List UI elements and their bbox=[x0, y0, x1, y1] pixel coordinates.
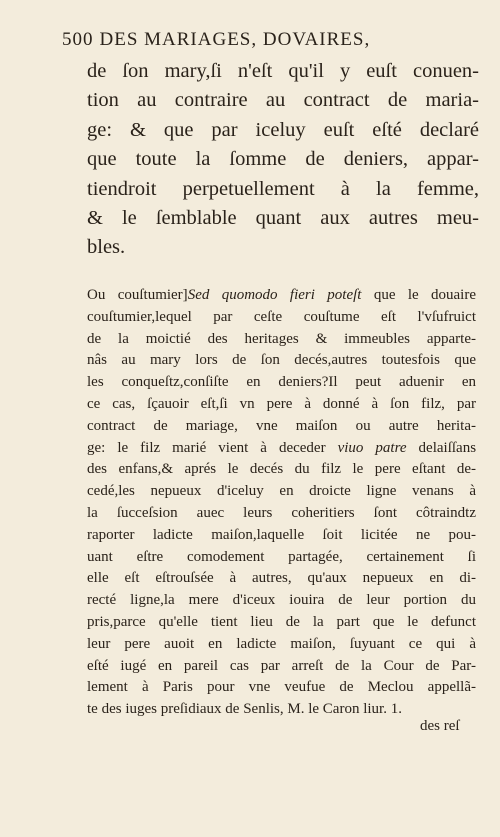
main-line: bles. bbox=[87, 236, 126, 259]
commentary-text: delaiſſans bbox=[418, 439, 477, 456]
commentary-text: que le douaire bbox=[373, 287, 477, 303]
commentary-line bbox=[87, 285, 476, 307]
commentary-line: lement à Paris pour vne veufue de Meclou appellã- bbox=[87, 679, 476, 696]
main-line: tiendroit perpetuellement à la femme, bbox=[87, 177, 479, 200]
commentary-line: recté ligne,la mere d'iceux iouira de leur portion du bbox=[87, 592, 476, 609]
commentary-line: de la moictié des heritages & immeubles apparte- bbox=[87, 330, 476, 347]
commentary-line: nâs au mary lors de ſon decés,autres toutesfois que bbox=[87, 352, 476, 369]
commentary-line: eſté iugé en pareil cas par arreſt de la Cour de Par- bbox=[87, 657, 476, 674]
commentary-text: ge: le filz marié vient à deceder bbox=[87, 439, 326, 456]
commentary-line: les conqueſtz,conſiſte en deniers?Il peut aduenir en bbox=[87, 374, 476, 391]
commentary-lemma: Ou couſtumier] bbox=[87, 287, 188, 303]
main-line: ge: & que par iceluy euſt eſté declaré bbox=[87, 118, 479, 141]
main-paragraph bbox=[87, 57, 479, 263]
commentary-line: contract de mariage, vne maiſon ou autre herita- bbox=[87, 417, 476, 434]
main-line: que toute la ſomme de deniers, appar- bbox=[87, 148, 479, 171]
running-title: DES MARIAGES, DOVAIRES, bbox=[99, 29, 371, 50]
commentary-line: uant eſtre comodement partagée, certainement ſi bbox=[87, 548, 476, 565]
main-line: de ſon mary,ſi n'eſt qu'il y euſt conuen- bbox=[87, 60, 479, 82]
commentary-line: te des iuges preſidiaux de Senlis, M. le Caron liur. 1. bbox=[87, 701, 402, 718]
running-header bbox=[62, 29, 370, 51]
commentary-line: ce cas, ſçauoir eſt,ſi vn pere à donné à ſon filz, par bbox=[87, 395, 476, 412]
page-number: 500 bbox=[62, 29, 94, 50]
commentary-line: leur pere auoit en ladicte maiſon, ſuyuant ce qui à bbox=[87, 635, 476, 652]
latin-quotation: Sed quomodo fieri poteſt bbox=[187, 287, 362, 303]
commentary-paragraph bbox=[87, 285, 476, 721]
commentary-line: des enfans,& aprés le decés du filz le pere eſtant de- bbox=[87, 461, 476, 478]
commentary-line: couſtumier,lequel par ceſte couſtume eſt l'vſufruict bbox=[87, 308, 476, 325]
commentary-line bbox=[87, 438, 476, 460]
main-line: tion au contraire au contract de maria- bbox=[87, 89, 479, 112]
commentary-line: cedé,les nepueux d'iceluy en droicte ligne venans à bbox=[87, 483, 476, 500]
commentary-line: la ſucceſsion auec leurs coheritiers ſont côtraindtz bbox=[87, 504, 476, 521]
commentary-line: raporter ladicte maiſon,laquelle ſoit licitée ne pou- bbox=[87, 526, 476, 543]
main-line: & le ſemblable quant aux autres meu- bbox=[87, 207, 479, 230]
latin-quotation: viuo patre bbox=[337, 439, 407, 456]
commentary-line: pris,parce qu'elle tient lieu de la part que le defunct bbox=[87, 613, 476, 630]
commentary-line: elle eſt eſtrouſsée à autres, qu'aux nepueux en di- bbox=[87, 570, 476, 587]
catchword: des reſ bbox=[420, 718, 460, 734]
